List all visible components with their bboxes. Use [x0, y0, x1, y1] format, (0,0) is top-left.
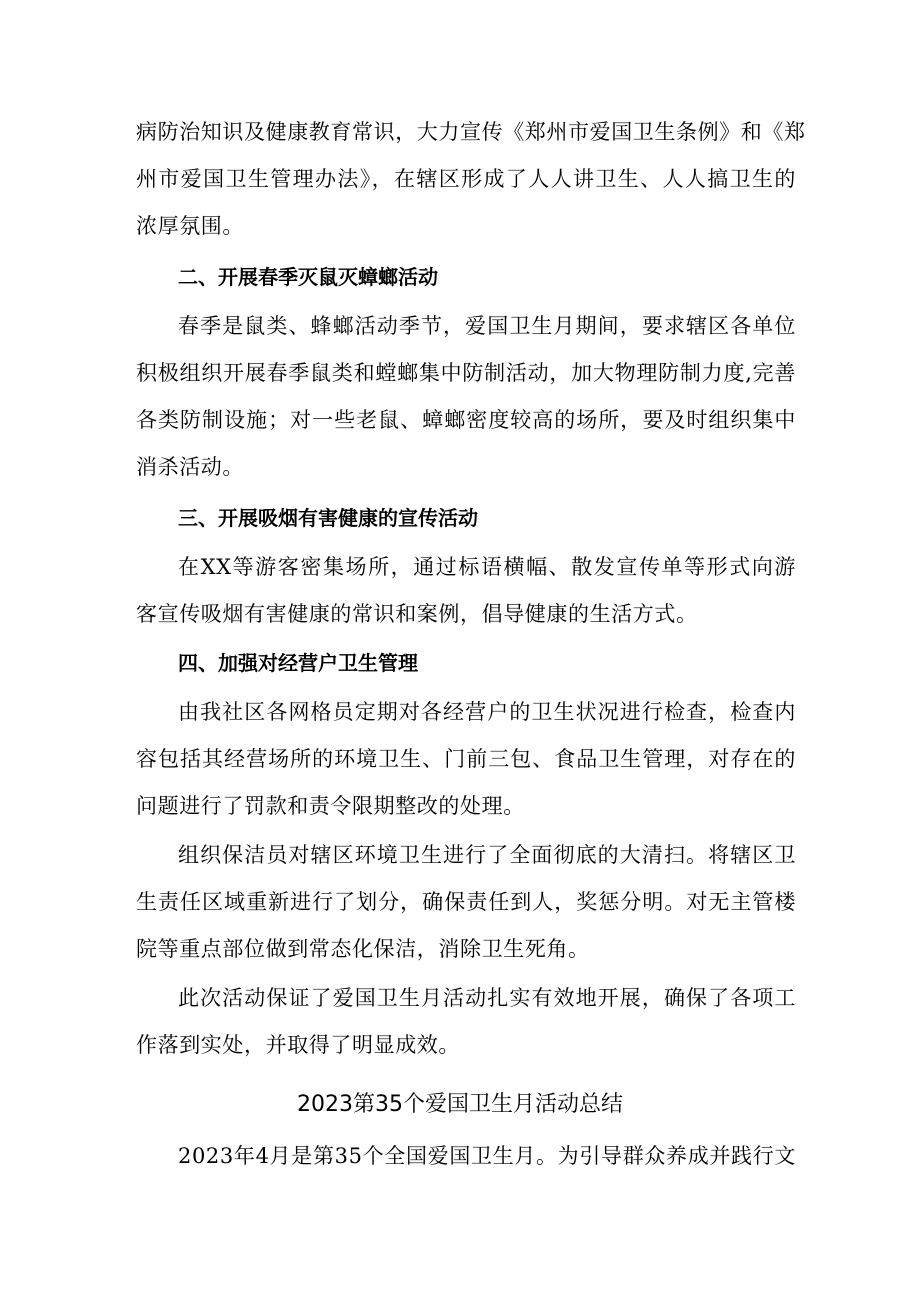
paragraph-line: 由我社区各网格员定期对各经营户的卫生状况进行检查，检查内: [178, 700, 796, 724]
paragraph-line: 浓厚氛围。: [136, 214, 244, 238]
paragraph-line: 各类防制设施；对一些老鼠、蟑螂密度较高的场所，要及时组织集中: [136, 408, 796, 432]
paragraph-line: 院等重点部位做到常态化保洁，消除卫生死角。: [136, 937, 590, 961]
paragraph-line: 组织保洁员对辖区环境卫生进行了全面彻底的大清扫。将辖区卫: [178, 843, 796, 867]
paragraph-line: 春季是鼠类、蜂螂活动季节，爱国卫生月期间，要求辖区各单位: [178, 314, 796, 338]
section-heading: 三、开展吸烟有害健康的宣传活动: [178, 506, 478, 530]
paragraph-line: 问题进行了罚款和责令限期整改的处理。: [136, 794, 525, 818]
paragraph-line: 在XX等游客密集场所，通过标语横幅、散发宣传单等形式向游: [178, 555, 796, 579]
paragraph-line: 客宣传吸烟有害健康的常识和案例，倡导健康的生活方式。: [136, 602, 698, 626]
paragraph-line: 州市爱国卫生管理办法》，在辖区形成了人人讲卫生、人人搞卫生的: [136, 167, 796, 191]
paragraph-line: 2023年4月是第35个全国爱国卫生月。为引导群众养成并践行文: [178, 1144, 796, 1168]
paragraph-line: 此次活动保证了爱国卫生月活动扎实有效地开展，确保了各项工: [178, 986, 796, 1010]
paragraph-line: 生责任区域重新进行了划分，确保责任到人，奖惩分明。对无主管楼: [136, 890, 796, 914]
paragraph-line: 消杀活动。: [136, 455, 244, 479]
paragraph-line: 作落到实处，并取得了明显成效。: [136, 1033, 460, 1057]
paragraph-line: 病防治知识及健康教育常识，大力宣传《郑州市爱国卫生条例》和《郑: [136, 120, 806, 144]
paragraph-line: 积极组织开展春季鼠类和螳螂集中防制活动，加大物理防制力度,完善: [136, 361, 796, 385]
paragraph-line: 容包括其经营场所的环境卫生、门前三包、食品卫生管理，对存在的: [136, 747, 796, 771]
section-heading: 二、开展春季灭鼠灭蟑螂活动: [178, 265, 438, 289]
section-heading: 四、加强对经营户卫生管理: [178, 651, 418, 675]
document-title: 2023第35个爱国卫生月活动总结: [297, 1092, 623, 1117]
